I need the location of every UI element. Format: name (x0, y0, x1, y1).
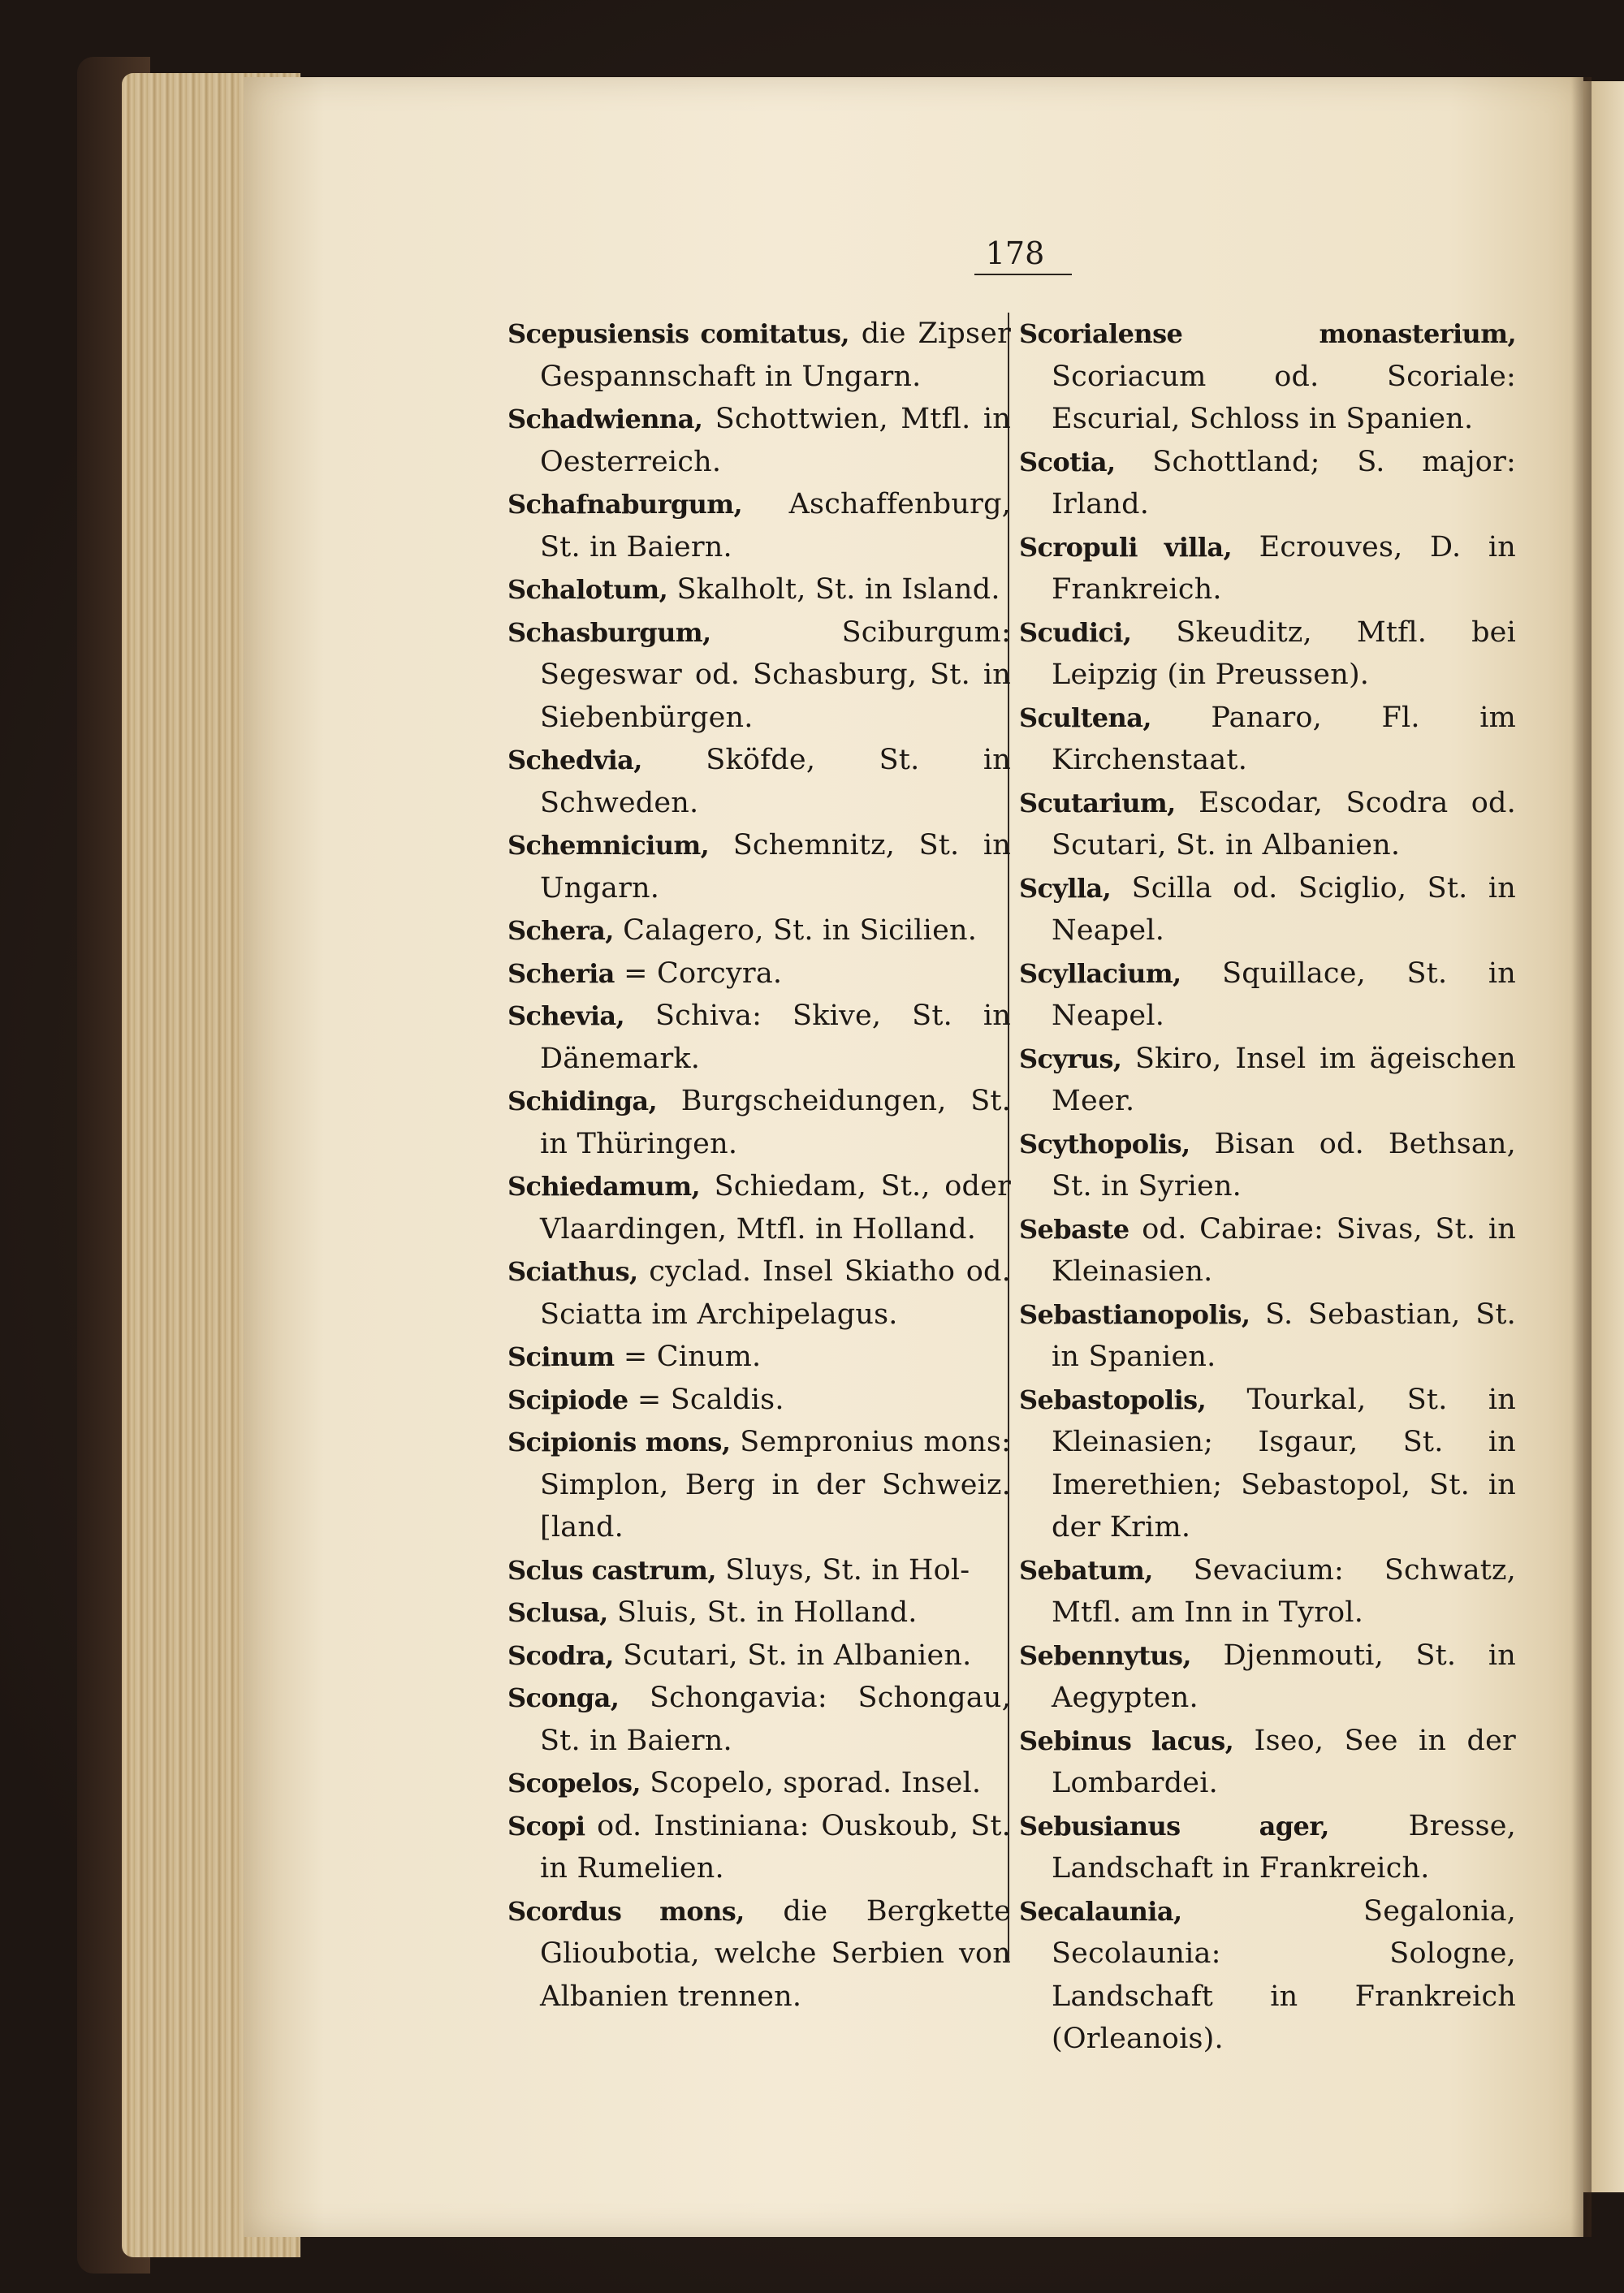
entry-definition: Sluis, St. in Holland. (607, 1596, 918, 1629)
entry-definition: die Zipser Gespannschaft in Ungarn. (540, 317, 1012, 393)
entry-headword: Schera, (508, 915, 614, 946)
dictionary-entry (508, 1421, 1011, 1549)
dictionary-entry (1019, 441, 1516, 526)
dictionary-entry (1019, 1123, 1516, 1208)
entry-definition: die Bergkette Glioubotia, welche Serbien von Albanien trennen. (540, 1894, 1011, 2013)
page-number: 178 (985, 235, 1045, 271)
dictionary-entry (508, 1762, 1011, 1805)
dictionary-entry (1019, 867, 1516, 952)
dictionary-entry (508, 1379, 1011, 1422)
entry-definition: = Cinum. (614, 1341, 762, 1373)
entry-definition: Schottland; S. major: Irland. (1052, 445, 1516, 520)
dictionary-entry (508, 1549, 1011, 1592)
dictionary-entry (508, 398, 1011, 483)
entry-headword: Scordus mons, (508, 1895, 745, 1927)
entry-definition: Schiva: Skive, St. in Dänemark. (540, 1000, 1011, 1075)
entry-headword: Scyrus, (1019, 1043, 1122, 1074)
entry-definition: Panaro, Fl. im Kirchenstaat. (1052, 701, 1516, 776)
entry-headword: Scultena, (1019, 702, 1151, 733)
dictionary-entry (1019, 1805, 1516, 1890)
dictionary-entry (508, 995, 1011, 1080)
dictionary-entry (1019, 1720, 1516, 1805)
entry-definition: Skiro, Insel im ägeischen Meer. (1052, 1042, 1516, 1117)
entry-definition: Djenmouti, St. in Aegypten. (1052, 1639, 1516, 1714)
entry-headword: Sebatum, (1019, 1554, 1153, 1586)
dictionary-entry (508, 611, 1011, 740)
entry-definition: od. Instiniana: Ouskoub, St. in Rumelien. (540, 1809, 1011, 1885)
page-number-rule (974, 274, 1072, 275)
dictionary-entry (1019, 1293, 1516, 1379)
entry-headword: Scodra, (508, 1639, 614, 1671)
entry-headword: Secalaunia, (1019, 1895, 1182, 1927)
entry-headword: Scinum (508, 1341, 615, 1372)
entry-definition: Scopelo, sporad. Insel. (640, 1767, 982, 1799)
entry-headword: Sebinus lacus, (1019, 1725, 1234, 1756)
entry-definition: Schongavia: Schongau, St. in Baiern. (540, 1682, 1011, 1757)
dictionary-entry (1019, 952, 1516, 1038)
entry-headword: Scythopolis, (1019, 1128, 1190, 1159)
entry-headword: Schedvia, (508, 745, 642, 775)
entry-definition: Bresse, Landschaft in Frankreich. (1052, 1809, 1516, 1885)
dictionary-entry (1019, 782, 1516, 867)
dictionary-entry (508, 1165, 1011, 1250)
dictionary-entry (1019, 1549, 1516, 1634)
entry-definition: Aschaffenburg, St. in Baiern. (540, 488, 1011, 564)
dictionary-entry (508, 483, 1011, 568)
dictionary-entry (508, 313, 1011, 398)
entry-headword: Schemnicium, (508, 830, 710, 861)
dictionary-entry (508, 1080, 1011, 1165)
entry-headword: Sebastianopolis, (1019, 1298, 1250, 1330)
entry-headword: Scylla, (1019, 872, 1112, 904)
entry-definition: Ecrouves, D. in Frankreich. (1052, 530, 1516, 606)
entry-headword: Sclus castrum, (508, 1554, 716, 1586)
entry-definition: Squillace, St. in Neapel. (1052, 956, 1516, 1032)
entry-definition: Sköfde, St. in Schweden. (540, 744, 1011, 819)
entry-definition: Burgscheidungen, St. in Thüringen. (540, 1085, 1011, 1160)
dictionary-entry (508, 1591, 1011, 1634)
dictionary-entry (1019, 526, 1516, 611)
entry-headword: Scopi (508, 1810, 585, 1842)
entry-definition: Schiedam, St., oder Vlaardingen, Mtfl. in Holland. (540, 1170, 1011, 1246)
entry-definition: Sempronius mons: Simplon, Berg in der Schweiz. [land. (540, 1426, 1011, 1544)
dictionary-entry (508, 1677, 1011, 1762)
dictionary-entry (1019, 313, 1516, 441)
entry-headword: Sclusa, (508, 1597, 608, 1628)
entry-definition: Sluys, St. in Hol- (715, 1553, 970, 1587)
entry-definition: od. Cabirae: Sivas, St. in Kleinasien. (1052, 1212, 1516, 1288)
entry-definition: S. Sebastian, St. in Spanien. (1052, 1298, 1516, 1373)
entry-headword: Scropuli villa, (1019, 531, 1233, 563)
entry-headword: Scutarium, (1019, 787, 1176, 818)
entry-headword: Sebaste (1019, 1213, 1129, 1245)
dictionary-entry (508, 1890, 1011, 2019)
entry-definition: Sciburgum: Segeswar od. Schasburg, St. in Siebenbürgen. (540, 615, 1011, 734)
dictionary-entry (1019, 1208, 1516, 1293)
entry-headword: Sebusianus ager, (1019, 1810, 1329, 1842)
dictionary-entry (508, 909, 1011, 952)
entry-headword: Scyllacium, (1019, 957, 1181, 989)
dictionary-entry (508, 1805, 1011, 1890)
entry-definition: cyclad. Insel Skiatho od. Sciatta im Archipelagus. (540, 1255, 1011, 1331)
dictionary-entry (1019, 697, 1516, 782)
entry-headword: Scepusiensis comitatus, (508, 318, 849, 349)
entry-headword: Scheria (508, 957, 615, 989)
dictionary-entry (508, 1336, 1011, 1379)
dictionary-entry (508, 1250, 1011, 1336)
dictionary-entry (508, 952, 1011, 995)
entry-headword: Scudici, (1019, 616, 1132, 648)
dictionary-entry (508, 739, 1011, 824)
dictionary-entry (508, 1634, 1011, 1678)
entry-headword: Scipiode (508, 1384, 628, 1415)
entry-headword: Sebennytus, (1019, 1639, 1191, 1671)
dictionary-entry (1019, 1379, 1516, 1549)
entry-headword: Schalotum, (508, 574, 668, 605)
entry-definition: Sevacium: Schwatz, Mtfl. am Inn in Tyrol. (1052, 1553, 1516, 1629)
entry-headword: Scotia, (1019, 446, 1116, 477)
entry-definition: = Corcyra. (614, 956, 783, 990)
entry-headword: Sciathus, (508, 1256, 638, 1287)
entry-headword: Schiedamum, (508, 1171, 701, 1202)
dictionary-entry (508, 568, 1011, 611)
entry-definition: Bisan od. Bethsan, St. in Syrien. (1052, 1127, 1516, 1203)
dictionary-entry (1019, 1634, 1516, 1720)
entry-headword: Schafnaburgum, (508, 489, 743, 520)
entry-headword: Schevia, (508, 1000, 625, 1031)
entry-definition: Tourkal, St. in Kleinasien; Isgaur, St. in Imerethien; Sebastopol, St. in der Krim. (1052, 1383, 1516, 1544)
entry-headword: Sconga, (508, 1682, 620, 1713)
entry-headword: Sebastopolis, (1019, 1384, 1207, 1415)
entry-definition: Schottwien, Mtfl. in Oesterreich. (540, 403, 1011, 478)
entry-definition: Calagero, St. in Sicilien. (613, 914, 978, 947)
entry-definition: Scutari, St. in Albanien. (613, 1639, 972, 1672)
dictionary-entry (508, 824, 1011, 909)
entry-definition: Scilla od. Sciglio, St. in Neapel. (1052, 871, 1516, 947)
left-column (508, 313, 1011, 2018)
entry-definition: Segalonia, Secolaunia: Sologne, Landschaft in Frankreich (Orleanois). (1052, 1894, 1516, 2055)
entry-headword: Schasburgum, (508, 616, 711, 648)
entry-definition: Iseo, See in der Lombardei. (1052, 1724, 1516, 1799)
gutter-shadow (1571, 77, 1592, 2237)
entry-definition: Escodar, Scodra od. Scutari, St. in Albanien. (1052, 786, 1516, 861)
right-column (1019, 313, 1516, 2061)
entry-headword: Schadwienna, (508, 404, 703, 434)
entry-definition: Skeuditz, Mtfl. bei Leipzig (in Preussen). (1052, 615, 1516, 691)
entry-headword: Scipionis mons, (508, 1427, 731, 1457)
dictionary-entry (1019, 1038, 1516, 1123)
entry-headword: Scorialense monasterium, (1019, 318, 1516, 349)
entry-definition: Scoriacum od. Scoriale: Escurial, Schloss in Spanien. (1052, 360, 1516, 435)
entry-definition: Skalholt, St. in Island. (667, 573, 1000, 606)
entry-headword: Scopelos, (508, 1768, 641, 1799)
dictionary-entry (1019, 1890, 1516, 2061)
entry-headword: Schidinga, (508, 1086, 658, 1116)
dictionary-entry (1019, 611, 1516, 697)
entry-definition: = Scaldis. (628, 1383, 784, 1416)
entry-definition: Schemnitz, St. in Ungarn. (540, 829, 1011, 905)
